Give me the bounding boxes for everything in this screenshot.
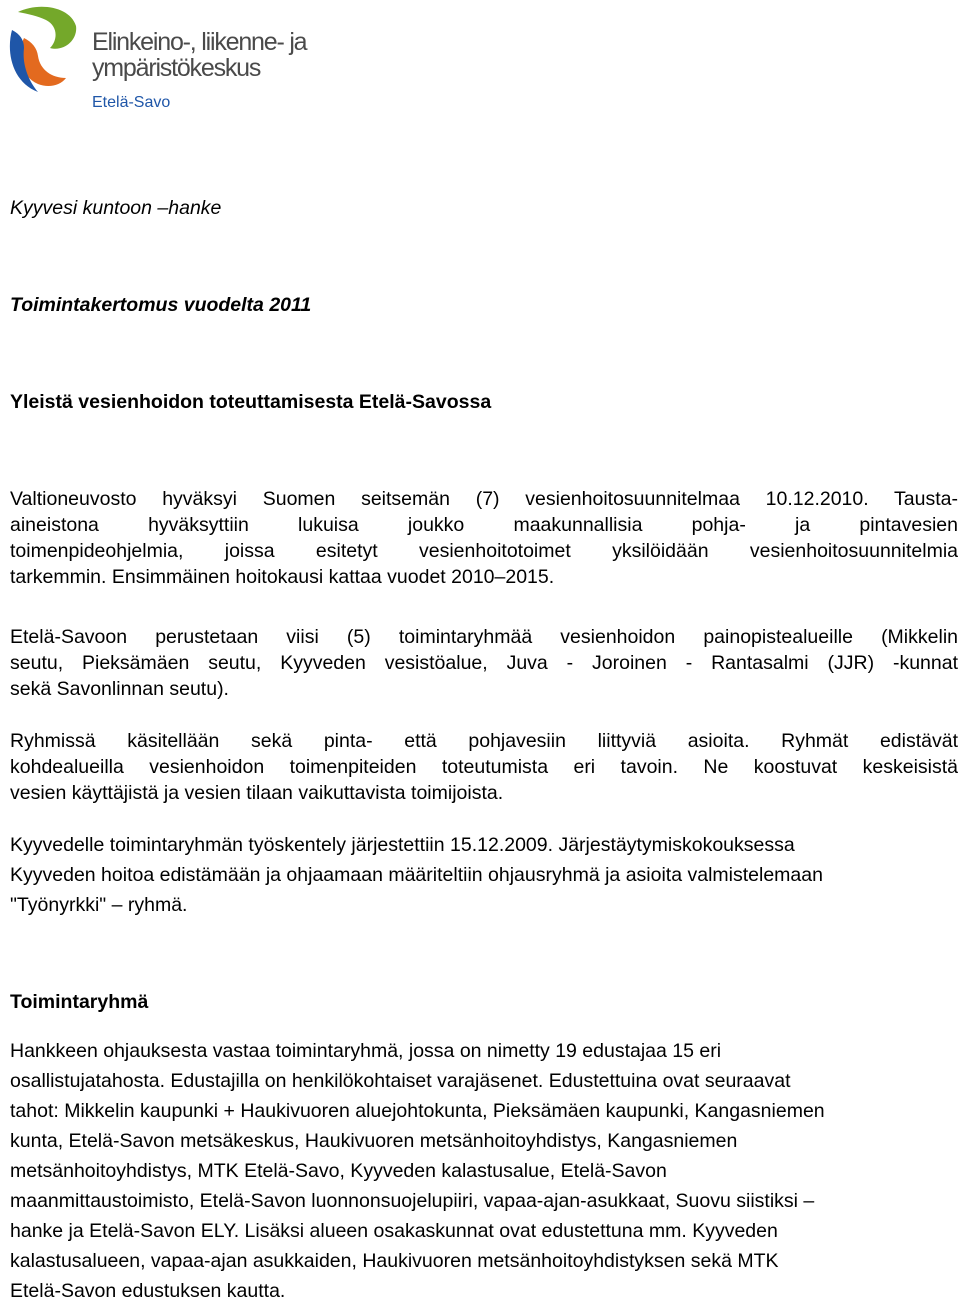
section-heading-action-group: Toimintaryhmä [10, 991, 149, 1013]
paragraph-line: Etelä-Savon edustuksen kautta. [10, 1280, 286, 1302]
paragraph-line: Etelä-Savoon perustetaan viisi (5) toimintaryhmää vesienhoidon painopistealueille (Mikkelin [10, 626, 958, 648]
section-heading-general: Yleistä vesienhoidon toteuttamisesta Etelä-Savossa [10, 391, 492, 413]
paragraph-line: Ryhmissä käsitellään sekä pinta- että pohjavesiin liittyviä asioita. Ryhmät edistävät [10, 730, 958, 752]
paragraph-line: Kyyveden hoitoa edistämään ja ohjaamaan määriteltiin ohjausryhmä ja asioita valmistelemaan [10, 864, 823, 886]
logo-text-line1: Elinkeino-, liikenne- ja [92, 28, 307, 56]
paragraph-line: kohdealueilla vesienhoidon toimenpiteiden toteutumista eri tavoin. Ne koostuvat keskeisistä [10, 756, 958, 778]
paragraph-line: tahot: Mikkelin kaupunki + Haukivuoren aluejohtokunta, Pieksämäen kaupunki, Kangasniemen [10, 1100, 825, 1122]
project-title: Kyyvesi kuntoon –hanke [10, 197, 222, 219]
paragraph-line: maanmittaustoimisto, Etelä-Savon luonnonsuojelupiiri, vapaa-ajan-asukkaat, Suovu siistiksi – [10, 1190, 815, 1212]
paragraph-line: Hankkeen ohjauksesta vastaa toimintaryhmä, jossa on nimetty 19 edustajaa 15 eri [10, 1040, 722, 1062]
logo-text-line2: ympäristökeskus [92, 54, 261, 82]
paragraph-line: seutu, Pieksämäen seutu, Kyyveden vesistöalue, Juva - Joroinen - Rantasalmi (JJR) -kunnat [10, 652, 958, 674]
paragraph-1 [10, 486, 958, 590]
paragraph-line: Kyyvedelle toimintaryhmän työskentely järjestettiin 15.12.2009. Järjestäytymiskokouksessa [10, 834, 795, 856]
paragraph-line: kalastusalueen, vapaa-ajan asukkaiden, Haukivuoren metsänhoitoyhdistyksen sekä MTK [10, 1250, 779, 1272]
paragraph-line: kunta, Etelä-Savon metsäkeskus, Haukivuoren metsänhoitoyhdistys, Kangasniemen [10, 1130, 738, 1152]
paragraph-3 [10, 728, 958, 806]
report-title: Toimintakertomus vuodelta 2011 [10, 294, 312, 316]
paragraph-line: hanke ja Etelä-Savon ELY. Lisäksi alueen osakaskunnat ovat edustettuna mm. Kyyveden [10, 1220, 778, 1242]
paragraph-line: vesien käyttäjistä ja vesien tilaan vaikuttavista toimijoista. [10, 782, 504, 804]
logo-region: Etelä-Savo [92, 94, 171, 111]
paragraph-line: tarkemmin. Ensimmäinen hoitokausi kattaa vuodet 2010–2015. [10, 566, 555, 588]
paragraph-line: osallistujatahosta. Edustajilla on henkilökohtaiset varajäsenet. Edustettuina ovat seuraavat [10, 1070, 791, 1092]
ely-leaf-icon [8, 4, 80, 94]
paragraph-4 [10, 830, 958, 920]
paragraph-5 [10, 1036, 958, 1306]
paragraph-line: sekä Savonlinnan seutu). [10, 678, 229, 700]
paragraph-line: metsänhoitoyhdistys, MTK Etelä-Savo, Kyyveden kalastusalue, Etelä-Savon [10, 1160, 667, 1182]
paragraph-line: aineistona hyväksyttiin lukuisa joukko maakunnallisia pohja- ja pintavesien [10, 514, 958, 536]
paragraph-line: "Työnyrkki" – ryhmä. [10, 894, 188, 916]
paragraph-line: toimenpideohjelmia, joissa esitetyt vesienhoitotoimet yksilöidään vesienhoitosuunnitelmia [10, 540, 958, 562]
paragraph-2 [10, 624, 958, 702]
ely-logo [8, 4, 308, 114]
paragraph-line: Valtioneuvosto hyväksyi Suomen seitsemän (7) vesienhoitosuunnitelmaa 10.12.2010. Tausta- [10, 488, 958, 510]
